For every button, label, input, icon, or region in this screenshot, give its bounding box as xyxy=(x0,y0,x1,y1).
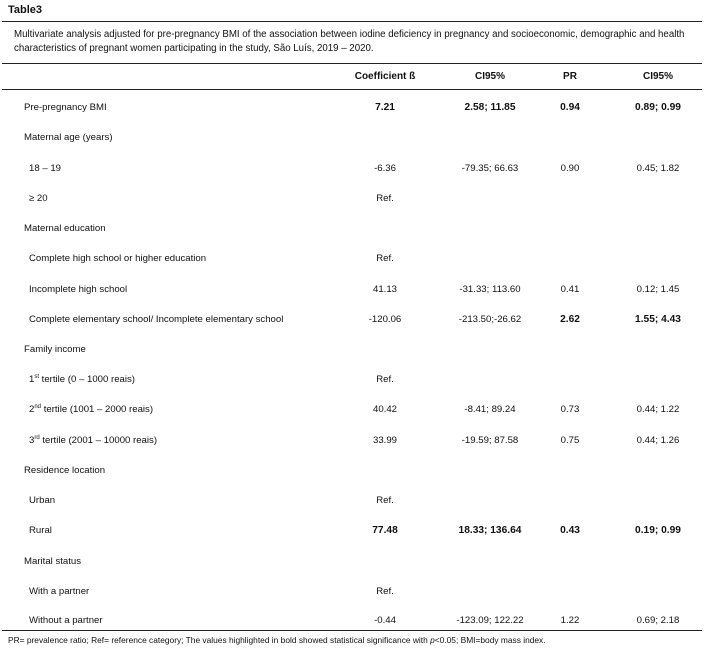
cell-ci95-coefficient: 2.58; 11.85 xyxy=(464,102,516,113)
cell-coefficient: -6.36 xyxy=(374,163,396,174)
table-row-group-header xyxy=(2,555,702,585)
table-row-group-header xyxy=(2,131,702,161)
cell-pr: 1.22 xyxy=(560,615,580,626)
table-row xyxy=(2,585,702,615)
cell-ci95-pr: 0.19; 0.99 xyxy=(635,525,681,536)
row-label: 1st tertile (0 – 1000 reais) xyxy=(29,373,135,385)
cell-ci95-coefficient: -19.59; 87.58 xyxy=(461,435,519,446)
header-pr: PR xyxy=(563,71,577,82)
row-label: 18 – 19 xyxy=(29,163,62,174)
row-label: Pre-pregnancy BMI xyxy=(24,102,107,113)
table-row xyxy=(2,524,702,554)
cell-ci95-coefficient: -123.09; 122.22 xyxy=(456,615,524,626)
table-row xyxy=(2,434,702,464)
cell-coefficient: Ref. xyxy=(376,586,394,597)
cell-coefficient: 41.13 xyxy=(372,284,397,295)
row-label: Urban xyxy=(29,495,56,506)
table-row-group-header xyxy=(2,343,702,373)
cell-pr: 0.43 xyxy=(560,525,580,536)
table-row xyxy=(2,283,702,313)
header-coefficient: Coefficient ß xyxy=(354,71,416,82)
row-label: Incomplete high school xyxy=(29,284,128,295)
cell-pr: 0.94 xyxy=(560,102,580,113)
row-label: With a partner xyxy=(29,586,90,597)
header-ci95-pr: CI95% xyxy=(642,71,673,82)
cell-ci95-coefficient: -31.33; 113.60 xyxy=(459,284,521,295)
cell-ci95-coefficient: 18.33; 136.64 xyxy=(458,525,522,536)
cell-coefficient: -120.06 xyxy=(368,314,402,325)
cell-coefficient: 7.21 xyxy=(375,102,395,113)
row-label: Residence location xyxy=(24,465,106,476)
table-row xyxy=(2,252,702,282)
cell-ci95-pr: 0.12; 1.45 xyxy=(636,284,680,295)
row-label: Maternal age (years) xyxy=(24,132,113,143)
cell-pr: 0.41 xyxy=(560,284,580,295)
cell-pr: 0.75 xyxy=(560,435,580,446)
header-ci95-coefficient: CI95% xyxy=(474,71,505,82)
cell-coefficient: 77.48 xyxy=(372,525,398,536)
cell-ci95-coefficient: -213.50;-26.62 xyxy=(458,314,522,325)
cell-pr: 0.73 xyxy=(560,404,580,415)
cell-coefficient: Ref. xyxy=(376,253,394,264)
cell-coefficient: 40.42 xyxy=(372,404,397,415)
table-header xyxy=(2,64,702,90)
table-row xyxy=(2,101,702,131)
row-label: Complete high school or higher education xyxy=(29,253,207,264)
cell-coefficient: Ref. xyxy=(376,193,394,204)
cell-ci95-pr: 0.45; 1.82 xyxy=(636,163,680,174)
table-row-group-header xyxy=(2,464,702,494)
cell-ci95-pr: 0.44; 1.22 xyxy=(636,404,680,415)
table-row xyxy=(2,313,702,343)
cell-ci95-coefficient: -8.41; 89.24 xyxy=(464,404,516,415)
cell-pr: 2.62 xyxy=(560,314,580,325)
row-label: 3rd tertile (2001 – 10000 reais) xyxy=(29,434,158,446)
row-label: ≥ 20 xyxy=(29,193,48,204)
row-label: Family income xyxy=(24,344,86,355)
cell-ci95-pr: 0.89; 0.99 xyxy=(635,102,681,113)
table-row xyxy=(2,494,702,524)
row-label: Rural xyxy=(29,525,52,536)
cell-ci95-pr: 1.55; 4.43 xyxy=(635,314,681,325)
table-row xyxy=(2,403,702,433)
table-row xyxy=(2,162,702,192)
table-label: Table3 xyxy=(8,4,43,16)
table-bottom-rule xyxy=(2,630,702,631)
cell-coefficient: -0.44 xyxy=(374,615,396,626)
cell-ci95-pr: 0.44; 1.26 xyxy=(636,435,680,446)
cell-pr: 0.90 xyxy=(560,163,580,174)
row-label: Without a partner xyxy=(29,615,103,626)
row-label: Maternal education xyxy=(24,223,106,234)
row-label: 2nd tertile (1001 – 2000 reais) xyxy=(29,403,154,415)
table-footnote: PR= prevalence ratio; Ref= reference category; The values highlighted in bold showed statistical significance with p<0.05; BMI=body mass index. xyxy=(8,635,546,645)
cell-coefficient: Ref. xyxy=(376,495,394,506)
table-row xyxy=(2,373,702,403)
row-label: Complete elementary school/ Incomplete elementary school xyxy=(29,314,284,325)
row-label: Marital status xyxy=(24,556,82,567)
cell-coefficient: Ref. xyxy=(376,374,394,385)
table-caption: Multivariate analysis adjusted for pre-pregnancy BMI of the association between iodine deficiency in pregnancy and socioeconomic, demographic and health characteristics of pregnant women participating in the study, São Luís, 2019 – 2020. xyxy=(2,21,702,64)
table-row xyxy=(2,192,702,222)
table-row-group-header xyxy=(2,222,702,252)
cell-coefficient: 33.99 xyxy=(372,435,397,446)
cell-ci95-pr: 0.69; 2.18 xyxy=(636,615,680,626)
cell-ci95-coefficient: -79.35; 66.63 xyxy=(461,163,519,174)
